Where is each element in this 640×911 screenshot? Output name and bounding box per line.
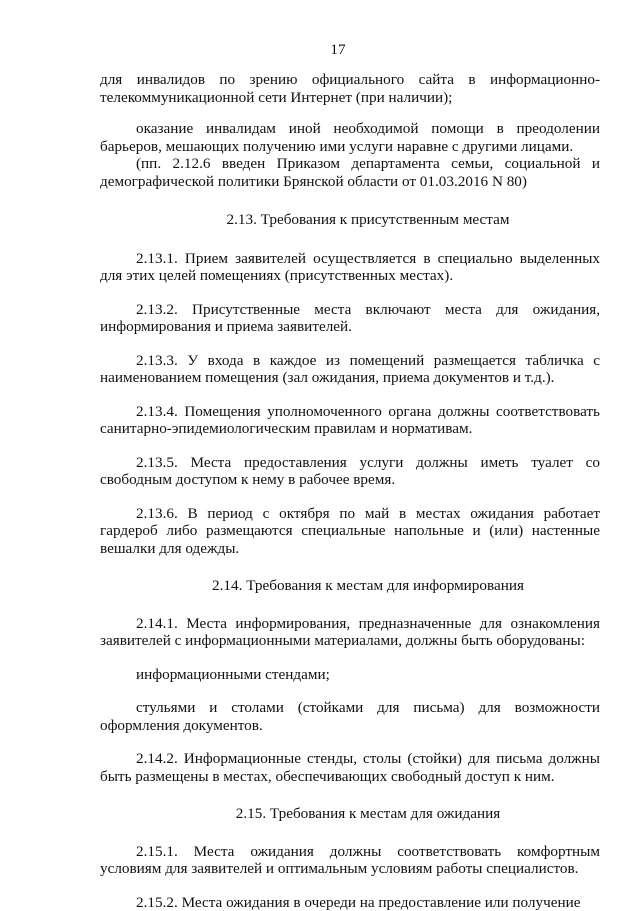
paragraph: 2.15.2. Места ожидания в очереди на предоставление или получение — [100, 894, 600, 911]
paragraph: 2.13.1. Прием заявителей осуществляется в специально выделенных для этих целей помещениях (присутственных местах). — [100, 250, 600, 285]
paragraph: 2.15.1. Места ожидания должны соответствовать комфортным условиям для заявителей и оптимальным условиям работы специалистов. — [100, 843, 600, 878]
list-item: стульями и столами (стойками для письма) для возможности оформления документов. — [100, 699, 600, 734]
section-heading: 2.13. Требования к присутственным местам — [100, 211, 600, 229]
paragraph: 2.13.4. Помещения уполномоченного органа должны соответствовать санитарно-эпидемиологическим правилам и нормативам. — [100, 403, 600, 438]
paragraph: 2.13.2. Присутственные места включают места для ожидания, информирования и приема заявителей. — [100, 301, 600, 336]
section-heading: 2.14. Требования к местам для информирования — [100, 577, 600, 595]
paragraph: 2.14.2. Информационные стенды, столы (стойки) для письма должны быть размещены в местах, обеспечивающих свободный доступ к ним. — [100, 750, 600, 785]
amendment-note: (пп. 2.12.6 введен Приказом департамента семьи, социальной и демографической политики Брянской области от 01.03.2016 N 80) — [100, 155, 600, 190]
paragraph: для инвалидов по зрению официального сайта в информационно-телекоммуникационной сети Интернет (при наличии); — [100, 71, 600, 106]
list-item: информационными стендами; — [100, 666, 600, 684]
document-body — [100, 71, 600, 911]
paragraph: 2.13.5. Места предоставления услуги должны иметь туалет со свободным доступом к нему в рабочее время. — [100, 454, 600, 489]
paragraph: оказание инвалидам иной необходимой помощи в преодолении барьеров, мешающих получению ими услуги наравне с другими лицами. — [100, 120, 600, 155]
paragraph: 2.13.3. У входа в каждое из помещений размещается табличка с наименованием помещения (зал ожидания, приема документов и т.д.). — [100, 352, 600, 387]
paragraph: 2.13.6. В период с октября по май в местах ожидания работает гардероб либо размещаются специальные напольные и (или) настенные вешалки для одежды. — [100, 505, 600, 558]
paragraph: 2.14.1. Места информирования, предназначенные для ознакомления заявителей с информационными материалами, должны быть оборудованы: — [100, 615, 600, 650]
section-heading: 2.15. Требования к местам для ожидания — [100, 805, 600, 823]
page-number: 17 — [0, 41, 640, 59]
